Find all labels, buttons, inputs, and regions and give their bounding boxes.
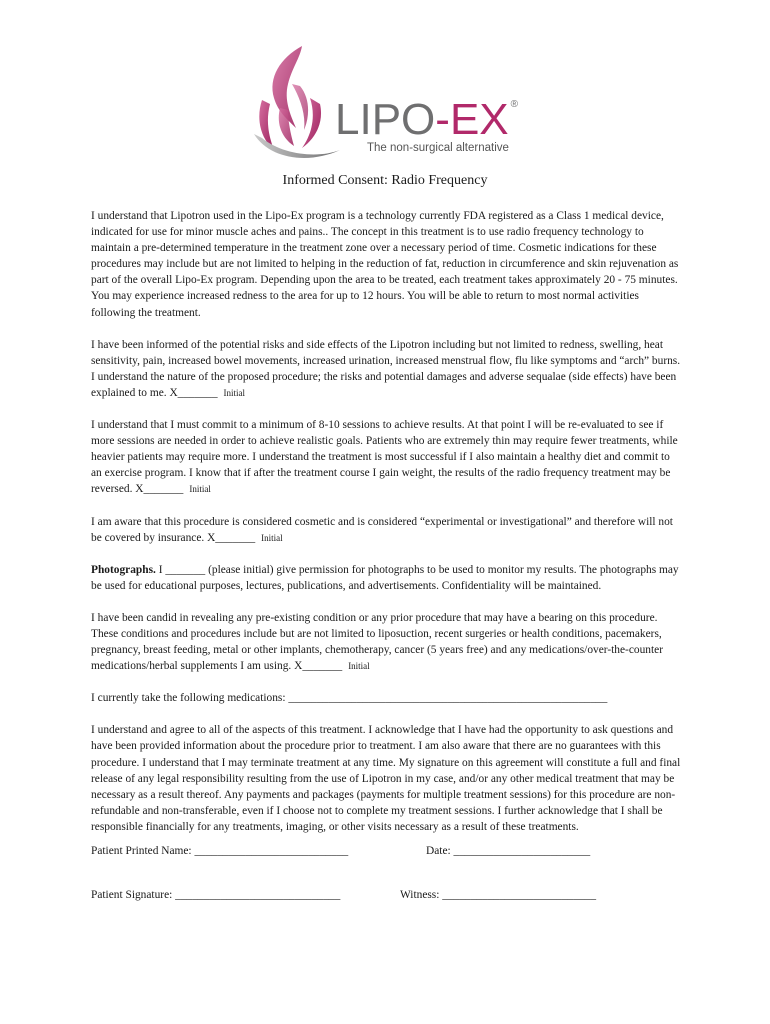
paragraph-photographs bbox=[91, 562, 683, 594]
initial-label: Initial bbox=[348, 661, 370, 672]
brand-ex: EX bbox=[449, 95, 509, 144]
initial-label: Initial bbox=[189, 484, 211, 495]
consent-body bbox=[91, 208, 683, 851]
brand-lipo: LIPO bbox=[335, 95, 436, 144]
paragraph-conditions bbox=[91, 610, 683, 674]
brand-tagline: The non-surgical alternative bbox=[367, 142, 509, 154]
registered-mark: ® bbox=[510, 99, 519, 110]
conditions-text: I have been candid in revealing any pre-existing condition or any prior procedure that may have a bearing on this procedure. These conditions and procedures include but are not limited to liposuction, recent surgeries or health conditions, pacemakers, pregnancy, breast feeding, metal or other implants, chemotherapy, cancer (5 years free) and any medications/over-the-counter medications/herbal supplements I am using. X_______ bbox=[91, 611, 663, 673]
paragraph-risks bbox=[91, 337, 683, 401]
lipo-ex-logo bbox=[240, 38, 540, 168]
photographs-label: Photographs. bbox=[91, 563, 156, 576]
date-field: Date: ________________________ bbox=[426, 845, 591, 857]
sessions-text: I understand that I must commit to a minimum of 8-10 sessions to achieve results. At that point I will be re-evaluated to see if more sessions are needed in order to achieve realistic goals. Patients who are extremely thin may require fewer treatments, while heavier patients may require more. I understand the treatment is most successful if I also maintain a healthy diet and commit to an exercise program. I know that if after the treatment course I gain weight, the results of the radio frequency treatment may be reversed. X_______ bbox=[91, 419, 678, 496]
logo-swirl-icon bbox=[240, 38, 350, 168]
initial-label: Initial bbox=[261, 532, 283, 543]
witness-field: Witness: ___________________________ bbox=[400, 889, 597, 901]
patient-signature-field: Patient Signature: _____________________________ bbox=[91, 889, 341, 901]
patient-printed-name-field: Patient Printed Name: ___________________________ bbox=[91, 845, 349, 857]
risks-text: I have been informed of the potential risks and side effects of the Lipotron including but not limited to redness, swelling, heat sensitivity, pain, increased bowel movements, increased urination, increased menstrual flow, flu like symptoms and “arch” burns. I understand the nature of the proposed procedure; the risks and potential damages and adverse sequalae (side effects) have been explained to me. X_______ bbox=[91, 338, 681, 399]
paragraph-sessions bbox=[91, 417, 683, 497]
paragraph-agreement: I understand and agree to all of the aspects of this treatment. I acknowledge that I have had the opportunity to ask questions and have been provided information about the procedure prior to treatment. I am also aware that there are no guarantees with this procedure. I understand that I may terminate treatment at any time. My signature on this agreement will constitute a full and final release of any legal responsibility resulting from the use of Lipotron in my case, and/or any other medical treatment that may be necessary as a result thereof. Any payments and packages (payments for multiple treatment sessions) for this procedure are non-refundable and non-transferable, even if I choose not to complete my treatment sessions. I further acknowledge that I shall be responsible financially for any treatments, imaging, or other visits necessary as a result of these treatments. bbox=[91, 724, 681, 833]
photographs-text: I _______ (please initial) give permission for photographs to be used to monitor my results. The photographs may be used for educational purposes, lectures, publications, and advertisements. Confidentiality will be maintained. bbox=[91, 563, 679, 592]
brand-wordmark bbox=[335, 95, 519, 144]
insurance-text: I am aware that this procedure is considered cosmetic and is considered “experimental or investigational” and therefore will not be covered by insurance. X_______ bbox=[91, 515, 673, 544]
paragraph-medications: I currently take the following medications: ________________________________________________________ bbox=[91, 692, 608, 705]
document-title: Informed Consent: Radio Frequency bbox=[282, 173, 488, 188]
paragraph-insurance bbox=[91, 514, 683, 546]
initial-label: Initial bbox=[223, 387, 246, 398]
paragraph-fda: I understand that Lipotron used in the Lipo-Ex program is a technology currently FDA registered as a Class 1 medical device, indicated for use for minor muscle aches and pains.. The concept in this treatment is to use radio frequency technology to maintain a pre-determined temperature in the treatment zone over a necessary period of time. Cosmetic indications for these procedures may include but are not limited to helping in the reduction of fat, reduction in circumference and skin rejuvenation as part of the overall Lipo-Ex program. Depending upon the area to be treated, each treatment takes approximately 20 - 75 minutes. You may experience increased redness to the area for up to 12 hours. You will be able to return to most normal activities following the treatment. bbox=[91, 210, 679, 319]
brand-dash: - bbox=[435, 95, 450, 144]
